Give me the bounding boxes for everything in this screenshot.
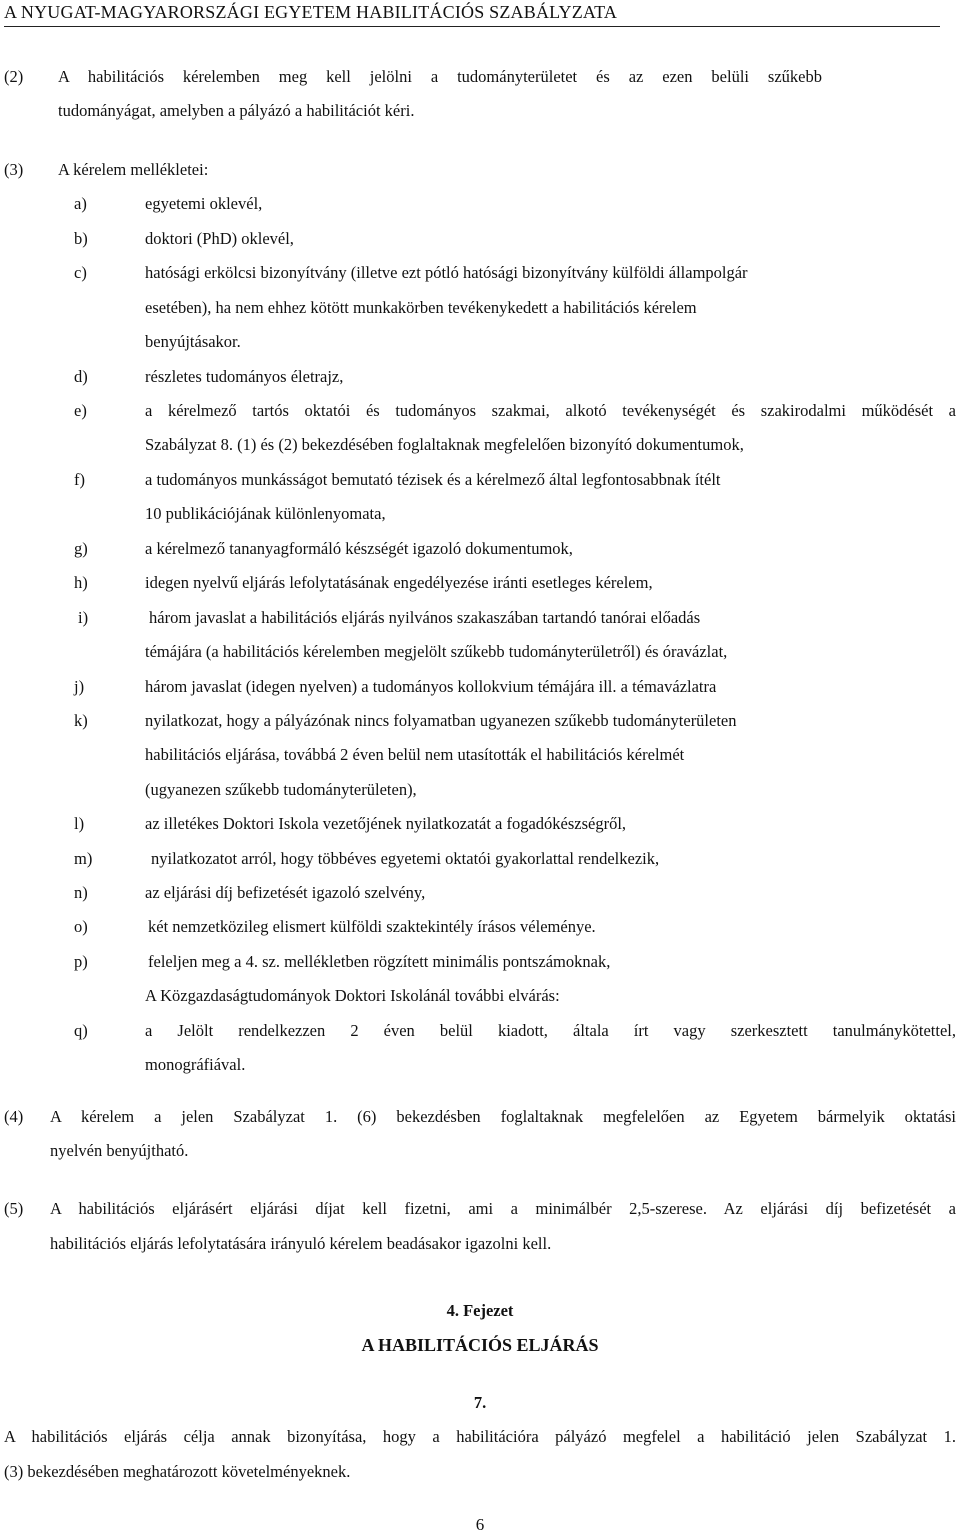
paragraph-3-number: (3)	[4, 160, 24, 179]
paragraph-2-line-1: A habilitációs kérelemben meg kell jelölni a tudományterületet és az ezen belüli szűkebb	[58, 67, 822, 86]
list-item-text: hatósági erkölcsi bizonyítvány (illetve ezt pótló hatósági bizonyítvány külföldi állampolgár	[145, 263, 748, 282]
list-item-text: feleljen meg a 4. sz. mellékletben rögzített minimális pontszámoknak,	[148, 952, 611, 971]
list-item-text: Szabályzat 8. (1) és (2) bekezdésében foglaltaknak megfelelően bizonyító dokumentumok,	[145, 435, 744, 454]
list-item-label: l)	[74, 814, 85, 833]
paragraph-5-number: (5)	[4, 1199, 24, 1218]
list-item-text: A Közgazdaságtudományok Doktori Iskolánál további elvárás:	[145, 986, 560, 1005]
list-item-label: f)	[74, 470, 85, 489]
list-item-text: nyilatkozat, hogy a pályázónak nincs folyamatban ugyanezen szűkebb tudományterületen	[145, 711, 737, 730]
paragraph-4-line-1: A kérelem a jelen Szabályzat 1. (6) bekezdésben foglaltaknak megfelelően az Egyetem bármelyik oktatási	[50, 1107, 956, 1126]
list-item-text: benyújtásakor.	[145, 332, 241, 351]
list-item-text: az eljárási díj befizetését igazoló szelvény,	[145, 883, 426, 902]
chapter-number: 4. Fejezet	[446, 1301, 514, 1320]
section-heading: 7.	[473, 1393, 487, 1412]
list-item-text: két nemzetközileg elismert külföldi szaktekintély írásos véleménye.	[148, 917, 596, 936]
list-item-text: részletes tudományos életrajz,	[145, 367, 344, 386]
list-item-text: idegen nyelvű eljárás lefolytatásának engedélyezése iránti esetleges kérelem,	[145, 573, 653, 592]
list-item-label: h)	[74, 573, 88, 592]
list-item-text: három javaslat (idegen nyelven) a tudományos kollokvium témájára ill. a témavázlatra	[145, 677, 717, 696]
paragraph-2-line-2: tudományágat, amelyben a pályázó a habilitációt kéri.	[58, 101, 415, 120]
list-item-label: m)	[74, 849, 93, 868]
list-item-label: c)	[74, 263, 87, 282]
list-item-text: az illetékes Doktori Iskola vezetőjének nyilatkozatát a fogadókészségről,	[145, 814, 627, 833]
list-item-label: o)	[74, 917, 88, 936]
list-item-label: d)	[74, 367, 88, 386]
list-item-text: a Jelölt rendelkezzen 2 éven belül kiadott, általa írt vagy szerkesztett tanulmánykötettel,	[145, 1021, 956, 1040]
page-number: 6	[475, 1515, 485, 1534]
list-item-text: témájára (a habilitációs kérelemben megjelölt szűkebb tudományterületről) és óravázlat,	[145, 642, 728, 661]
paragraph-2-number: (2)	[4, 67, 24, 86]
list-item-text: doktori (PhD) oklevél,	[145, 229, 294, 248]
paragraph-4-line-2: nyelvén benyújtható.	[50, 1141, 189, 1160]
list-item-label: q)	[74, 1021, 88, 1040]
list-item-text: nyilatkozatot arról, hogy többéves egyetemi oktatói gyakorlattal rendelkezik,	[151, 849, 660, 868]
list-item-text: három javaslat a habilitációs eljárás nyilvános szakaszában tartandó tanórai előadás	[149, 608, 701, 627]
list-item-label: b)	[74, 229, 88, 248]
list-item-text: 10 publikációjának különlenyomata,	[145, 504, 386, 523]
list-item-label: p)	[74, 952, 88, 971]
paragraph-3-intro: A kérelem mellékletei:	[58, 160, 209, 179]
document-header: A NYUGAT-MAGYARORSZÁGI EGYETEM HABILITÁCIÓS SZABÁLYZATA	[4, 2, 940, 27]
list-item-text: a tudományos munkásságot bemutató tézisek és a kérelmező által legfontosabbnak ítélt	[145, 470, 721, 489]
list-item-label: j)	[74, 677, 85, 696]
list-item-text: esetében), ha nem ehhez kötött munkakörben tevékenykedett a habilitációs kérelem	[145, 298, 697, 317]
list-item-text: a kérelmező tartós oktatói és tudományos szakmai, alkotó tevékenységét és szakirodalmi működését a	[145, 401, 956, 420]
list-item-text: a kérelmező tananyagformáló készségét igazoló dokumentumok,	[145, 539, 573, 558]
paragraph-5-line-1: A habilitációs eljárásért eljárási díjat kell fizetni, ami a minimálbér 2,5-szerese. Az eljárási díj befizetését a	[50, 1199, 956, 1218]
list-item-label: g)	[74, 539, 88, 558]
list-item-label: a)	[74, 194, 87, 213]
list-item-text: egyetemi oklevél,	[145, 194, 263, 213]
closing-line-1: A habilitációs eljárás célja annak bizonyítása, hogy a habilitációra pályázó megfelel a habilitáció jelen Szabályzat 1.	[4, 1427, 956, 1446]
list-item-text: (ugyanezen szűkebb tudományterületen),	[145, 780, 417, 799]
list-item-text: monográfiával.	[145, 1055, 246, 1074]
list-item-label: i)	[78, 608, 89, 627]
list-item-label: e)	[74, 401, 87, 420]
list-item-label: n)	[74, 883, 88, 902]
list-item-text: habilitációs eljárása, továbbá 2 éven belül nem utasították el habilitációs kérelmét	[145, 745, 685, 764]
paragraph-4-number: (4)	[4, 1107, 24, 1126]
closing-line-2: (3) bekezdésében meghatározott követelményeknek.	[4, 1462, 351, 1481]
paragraph-5-line-2: habilitációs eljárás lefolytatására irányuló kérelem beadásakor igazolni kell.	[50, 1234, 552, 1253]
chapter-title: A HABILITÁCIÓS ELJÁRÁS	[361, 1335, 599, 1355]
list-item-label: k)	[74, 711, 88, 730]
